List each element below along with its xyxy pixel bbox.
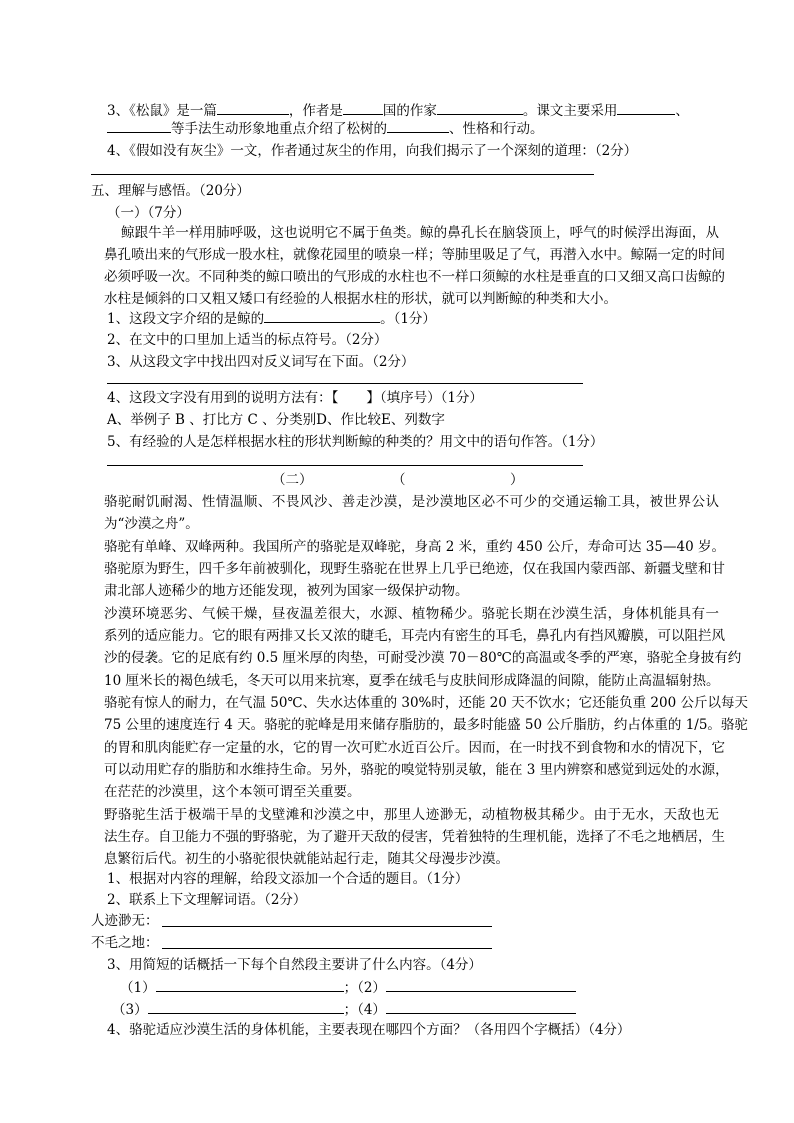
- part1-question-4: [107, 388, 483, 408]
- answer-bracket-blank[interactable]: [338, 388, 366, 402]
- passage-line: 息繁衍后代。初生的小骆驼很快就能站起行走，随其父母漫步沙漠。: [104, 851, 509, 867]
- passage-line: 骆驼有单峰、双峰两种。我国所产的骆驼是双峰驼，身高 2 米，重约 450 公斤，寿命可达 35—40 岁。: [104, 539, 725, 555]
- passage-line: 必须呼吸一次。不同种类的鲸口喷出的气形成的水柱也不一样口须鲸的水柱是垂直的口又细又高口齿鲸的: [104, 269, 725, 285]
- part2-question-3: 3、用简短的话概括一下每个自然段主要讲了什么内容。（4分）: [107, 957, 482, 973]
- answer-blank[interactable]: [387, 118, 449, 133]
- answer-blank[interactable]: [107, 118, 171, 133]
- answer-line[interactable]: [162, 948, 492, 949]
- q3-text-d: 。课文主要采用: [522, 103, 618, 119]
- passage-line: 在茫茫的沙漠里，这个本领可谓至关重要。: [104, 784, 361, 800]
- part2-question-2: 2、联系上下文理解词语。（2分）: [107, 892, 307, 908]
- passage-line: 10 厘米长的褐色绒毛，冬天可以用来抗寒，夏季在绒毛与皮肤间形成降温的间隙，能防止高温辐射热。: [104, 673, 720, 689]
- section-title: 五、理解与感悟。（20分）: [91, 183, 250, 199]
- q4-score: 】（填序号）（1分）: [366, 390, 483, 406]
- passage-line: 骆驼原为野生，四千多年前被驯化，现野生骆驼在世界上几乎已绝迹，仅在我国内蒙西部、新疆戈壁和甘: [104, 561, 725, 577]
- options-line: A、举例子 B 、打比方 C 、分类别D、作比较E、列数字: [107, 412, 445, 428]
- q3-text-f: 等手法生动形象地重点介绍了松树的: [171, 121, 387, 137]
- passage-line: 肃北部人迹稀少的地方还能发现，被列为国家一级保护动物。: [104, 583, 469, 599]
- part2-question-4: 4、骆驼适应沙漠生活的身体机能，主要表现在哪四个方面？（各用四个字概括）（4分）: [107, 1022, 631, 1038]
- answer-blank[interactable]: [617, 100, 675, 115]
- answer-blank[interactable]: [343, 100, 383, 115]
- q3-text-g: 、性格和行动。: [449, 121, 544, 137]
- answer-line[interactable]: [162, 926, 492, 927]
- passage-line: 75 公里的速度连行 4 天。骆驼的驼峰是用来储存脂肪的，最多时能盛 50 公斤脂肪，约占体重的 1/5。骆驼: [104, 717, 748, 733]
- q1-score: 。（1分）: [380, 311, 436, 327]
- answer-line[interactable]: [91, 174, 594, 175]
- answer-blank[interactable]: [264, 308, 380, 323]
- title-paren-close: ）: [510, 472, 524, 488]
- q4-text: 4、这段文字没有用到的说明方法有：【: [107, 390, 339, 406]
- part1-question-1: [107, 308, 436, 329]
- summary-3-label: （3）: [112, 1002, 148, 1018]
- passage-line: 沙的侵袭。它的足底有约 0.5 厘米厚的肉垫，可耐受沙漠 70－80℃的高温或冬季的严寒，骆驼全身披有约: [104, 650, 742, 666]
- passage-line: 鲸跟牛羊一样用肺呼吸，这也说明它不属于鱼类。鲸的鼻孔长在脑袋顶上，呼气的时候浮出海面，从: [121, 225, 719, 241]
- q3-text-b: ，作者是: [288, 103, 343, 119]
- part-2-header: （二）: [272, 472, 313, 488]
- term-1-label: 人迹渺无：: [91, 913, 159, 929]
- passage-line: 系列的适应能力。它的眼有两排又长又浓的睫毛，耳壳内有密生的耳毛，鼻孔内有挡风瓣膜，可以阻拦风: [104, 628, 725, 644]
- q3-text-c: 国的作家: [382, 103, 437, 119]
- q3-text-e: 、: [675, 103, 689, 119]
- answer-line[interactable]: [107, 383, 583, 384]
- term-2-label: 不毛之地：: [91, 935, 159, 951]
- answer-blank[interactable]: [386, 999, 576, 1014]
- summary-row-2: [112, 999, 576, 1020]
- part2-question-1: 1、根据对内容的理解，给段文添加一个合适的题目。（1分）: [107, 871, 469, 887]
- answer-line[interactable]: [107, 465, 583, 466]
- q3-text-a: 3、《松鼠》是一篇: [107, 103, 217, 119]
- passage-line: 野骆驼生活于极端干旱的戈壁滩和沙漠之中，那里人迹渺无，动植物极其稀少。由于无水，天敌也无: [104, 807, 719, 823]
- part-1-header: （一）（7分）: [107, 205, 190, 221]
- passage-line: 骆驼耐饥耐渴、性情温顺、不畏风沙、善走沙漠，是沙漠地区必不可少的交通运输工具，被世界公认: [104, 494, 719, 510]
- answer-blank[interactable]: [217, 100, 289, 115]
- passage-line: 鼻孔喷出来的气形成一股水柱，就像花园里的喷泉一样；等肺里吸足了气，再潜入水中。鲸隔一定的时间: [104, 247, 725, 263]
- part1-question-2: 2、在文中的口里加上适当的标点符号。（2分）: [107, 332, 388, 348]
- question-3-line-2: [107, 118, 544, 139]
- passage-line: 为“沙漠之舟”。: [104, 516, 199, 532]
- passage-line: 法生存。自卫能力不强的野骆驼，为了避开天敌的侵害，凭着独特的生理机能，选择了不毛之地栖居，生: [104, 829, 725, 845]
- part1-question-3: 3、从这段文字中找出四对反义词写在下面。（2分）: [107, 354, 415, 370]
- answer-blank[interactable]: [437, 100, 523, 115]
- summary-1-label: （1）: [120, 980, 156, 996]
- answer-blank[interactable]: [156, 977, 344, 992]
- passage-line: 水柱是倾斜的口又粗又矮口有经验的人根据水柱的形状，就可以判断鲸的种类和大小。: [104, 291, 617, 307]
- passage-line: 可以动用贮存的脂肪和水维持生命。另外，骆驼的嗅觉特别灵敏，能在 3 里内辨察和感觉到远处的水源，: [104, 762, 729, 778]
- summary-2-label: ；（2）: [343, 980, 386, 996]
- part1-question-5: 5、有经验的人是怎样根据水柱的形状判断鲸的种类的？用文中的语句作答。（1分）: [107, 434, 604, 450]
- question-4: 4、《假如没有灰尘》一文，作者通过灰尘的作用，向我们揭示了一个深刻的道理：（2分）: [107, 143, 638, 159]
- answer-blank[interactable]: [148, 999, 344, 1014]
- passage-line: 的胃和肌肉能贮存一定量的水，它的胃一次可贮水近百公斤。因而，在一时找不到食物和水的情况下，它: [104, 740, 725, 756]
- title-paren-open: （: [392, 472, 406, 488]
- answer-blank[interactable]: [386, 977, 576, 992]
- passage-line: 骆驼有惊人的耐力，在气温 50℃、失水达体重的 30%时，还能 20 天不饮水；它还能负重 200 公斤以每天: [104, 695, 748, 711]
- summary-4-label: ；（4）: [343, 1002, 386, 1018]
- passage-line: 沙漠环境恶劣、气候干燥，昼夜温差很大，水源、植物稀少。骆驼长期在沙漠生活，身体机能具有一: [104, 606, 719, 622]
- q1-text: 1、这段文字介绍的是鲸的: [107, 311, 265, 327]
- summary-row-1: [120, 977, 576, 998]
